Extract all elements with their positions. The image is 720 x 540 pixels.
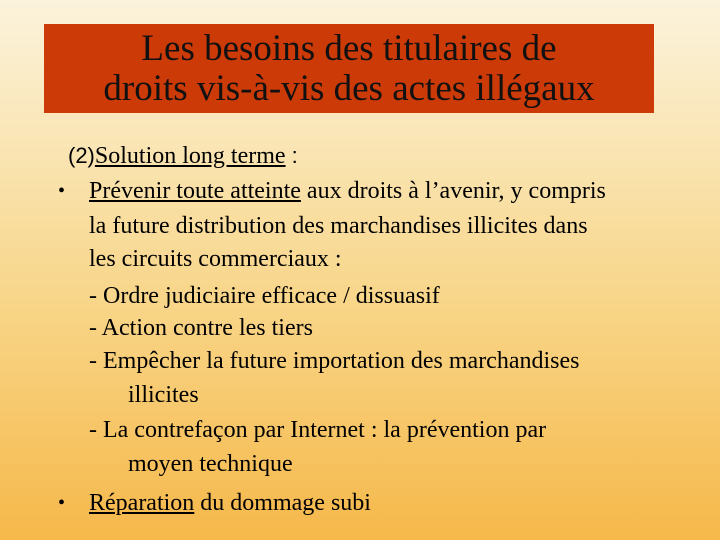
body-line: - Action contre les tiers	[89, 315, 313, 341]
bullet-icon: •	[58, 180, 66, 202]
subheading-label: Solution long terme	[94, 143, 286, 169]
bullet-2-underlined: Réparation	[89, 490, 195, 516]
slide-title-box	[44, 24, 654, 113]
subheading-suffix: :	[285, 143, 298, 168]
subheading-prefix: (2)	[68, 143, 95, 168]
slide-title-line-2: droits vis-à-vis des actes illégaux	[103, 67, 595, 109]
bullet-1-text: aux droits à l’avenir, y compris	[300, 178, 606, 204]
slide-title-line-1: Les besoins des titulaires de	[141, 27, 557, 69]
body-line: - Empêcher la future importation des marchandises	[89, 348, 580, 374]
body-line: les circuits commerciaux :	[89, 246, 342, 272]
bullet-2-text: du dommage subi	[194, 490, 371, 516]
body-line: illicites	[128, 382, 199, 408]
bullet-1-first-line	[89, 175, 606, 207]
body-line: moyen technique	[128, 451, 293, 477]
bullet-icon: •	[58, 492, 66, 514]
bullet-1-underlined: Prévenir toute atteinte	[89, 178, 301, 204]
subheading	[68, 140, 298, 172]
body-line: - Ordre judiciaire efficace / dissuasif	[89, 283, 440, 309]
body-line: - La contrefaçon par Internet : la prévention par	[89, 417, 547, 443]
body-line: la future distribution des marchandises illicites dans	[89, 213, 588, 239]
bullet-2-line	[89, 487, 371, 519]
